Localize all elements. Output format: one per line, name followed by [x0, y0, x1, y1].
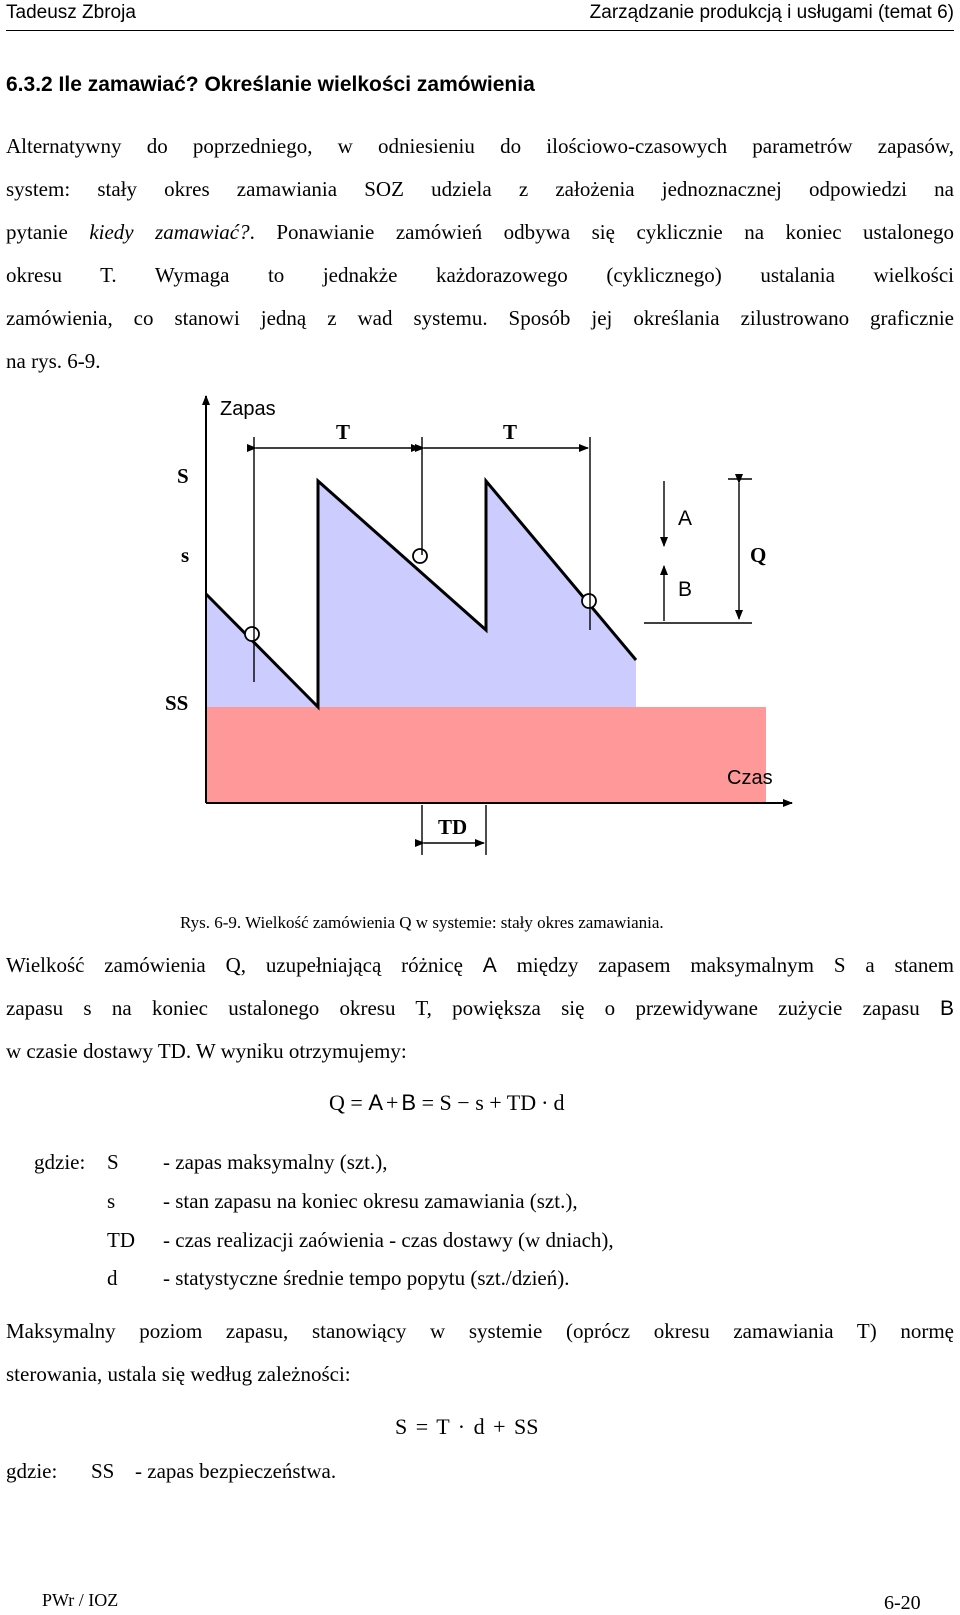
explanation-line-1-end: między zapasem maksymalnym S a stanem — [496, 953, 954, 977]
intro-line-1: Alternatywny do poprzedniego, w odniesieniu do ilościowo-czasowych parametrów zapasów, — [6, 134, 954, 158]
definition-symbol: SS — [91, 1459, 115, 1483]
explanation-line-1 — [6, 944, 954, 987]
definition-description: - zapas bezpieczeństwa. — [135, 1459, 337, 1483]
formula-A: A — [368, 1090, 383, 1115]
order-point-marker — [413, 549, 427, 563]
formula-B: B — [401, 1090, 417, 1115]
y-axis-label: Zapas — [220, 398, 276, 420]
level-s-label: s — [181, 543, 190, 567]
definitions-intro: gdzie: — [34, 1150, 86, 1174]
header-course-title: Zarządzanie produkcją i usługami (temat 6) — [589, 2, 954, 23]
x-axis-label: Czas — [727, 767, 773, 789]
explanation-line-1-start: Wielkość zamówienia Q, uzupełniającą różnicę — [6, 953, 483, 977]
symbol-A: A — [482, 954, 497, 977]
formula-Q: Q — [329, 1090, 345, 1115]
formula-plus: + — [386, 1090, 399, 1115]
max-stock-line-2: sterowania, ustala się według zależności: — [6, 1362, 351, 1386]
definition-symbol: S — [107, 1150, 119, 1174]
dim-TD-label: TD — [438, 815, 468, 839]
formula-equals: = — [421, 1090, 435, 1115]
level-SS-label: SS — [165, 691, 189, 715]
footer-left: PWr / IOZ — [42, 1590, 119, 1610]
dim-Q-label: Q — [750, 543, 767, 567]
definitions-intro: gdzie: — [6, 1459, 58, 1483]
explanation-line-2-text: zapasu s na koniec ustalonego okresu T, powiększa się o przewidywane zużycie zapasu — [6, 996, 940, 1020]
safety-stock-area — [206, 707, 766, 803]
level-S-label: S — [177, 464, 189, 488]
section-heading: 6.3.2 Ile zamawiać? Określanie wielkości zamówienia — [6, 73, 535, 96]
figure-caption: Rys. 6-9. Wielkość zamówienia Q w systemie: stały okres zamawiania. — [180, 913, 664, 932]
formula-plus: + — [489, 1090, 502, 1115]
formula-TD: TD — [506, 1090, 537, 1115]
order-point-marker — [582, 594, 596, 608]
period-label-1: T — [336, 420, 351, 444]
intro-line-2: system: stały okres zamawiania SOZ udziela z założenia jednoznacznej odpowiedzi na — [6, 177, 954, 201]
cycle-stock-area — [206, 481, 636, 707]
intro-line-3-end: . Ponawianie zamówień odbywa się cyklicznie na koniec ustalonego — [249, 220, 955, 244]
order-point-marker — [245, 627, 259, 641]
formula-dot: · — [541, 1090, 549, 1115]
intro-line-5: zamówienia, co stanowi jedną z wad systemu. Sposób jej określania zilustrowano graficznie — [6, 306, 954, 330]
formula-S: S — [439, 1090, 452, 1115]
definition-description: - statystyczne średnie tempo popytu (szt./dzień). — [163, 1266, 570, 1290]
intro-line-3-start: pytanie — [6, 220, 90, 244]
definition-description: - zapas maksymalny (szt.), — [163, 1150, 388, 1174]
header-author: Tadeusz Zbroja — [6, 2, 136, 23]
max-stock-paragraph — [6, 1310, 954, 1396]
definition-description: - czas realizacji zaówienia - czas dostawy (w dniach), — [163, 1228, 614, 1252]
definition-symbol: TD — [107, 1228, 135, 1252]
definition-symbol: s — [107, 1189, 116, 1213]
dim-B-label: B — [678, 578, 693, 601]
max-stock-line-1: Maksymalny poziom zapasu, stanowiący w systemie (oprócz okresu zamawiania T) normę — [6, 1319, 954, 1343]
intro-line-6: na rys. 6-9. — [6, 349, 101, 373]
explanation-line-2 — [6, 987, 954, 1030]
page-number: 6-20 — [884, 1592, 921, 1614]
definition-symbol: d — [107, 1266, 118, 1290]
symbol-B: B — [939, 997, 954, 1020]
explanation-line-3: w czasie dostawy TD. W wyniku otrzymujemy: — [6, 1039, 407, 1063]
order-quantity-formula — [329, 1090, 564, 1116]
intro-question-italic: kiedy zamawiać? — [89, 220, 250, 244]
explanation-paragraph — [6, 944, 954, 1073]
definition-description: - stan zapasu na koniec okresu zamawiania (szt.), — [163, 1189, 578, 1213]
dim-A-label: A — [678, 507, 693, 530]
period-label-2: T — [503, 420, 518, 444]
max-stock-formula: S = T · d + SS — [395, 1414, 539, 1439]
formula-equals: = — [350, 1090, 363, 1115]
intro-line-4: okresu T. Wymaga to jednakże każdorazowego (cyklicznego) ustalania wielkości — [6, 263, 954, 287]
formula-minus: − — [457, 1090, 470, 1115]
formula-d: d — [553, 1090, 565, 1115]
formula-s: s — [475, 1090, 484, 1115]
